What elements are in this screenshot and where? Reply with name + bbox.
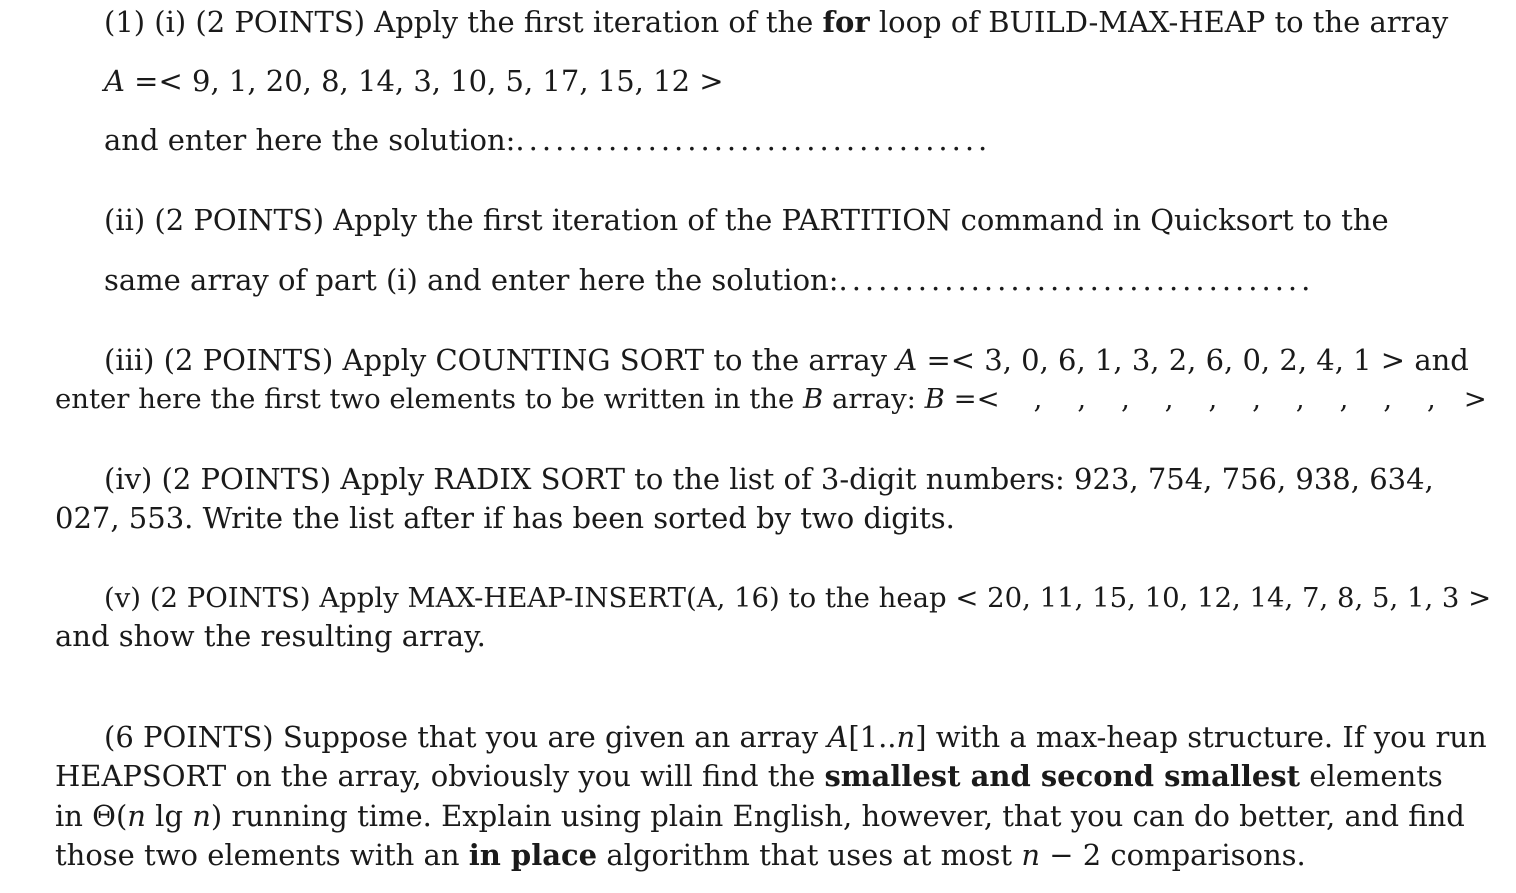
q6-l4-n: n	[1021, 838, 1040, 872]
q3-line2-b: array:	[823, 383, 925, 415]
q3-b-array-blanks[interactable]: , , , , , , , , , ,	[1033, 383, 1436, 415]
q6-var-n: n	[896, 720, 916, 754]
q2-line1	[104, 202, 1389, 238]
q1-answer-line	[104, 122, 991, 158]
q6-l3-a: in Θ(	[55, 799, 128, 833]
q5-line1	[104, 580, 1491, 616]
q6-l1-c: ] with a max-heap structure. If you run	[915, 720, 1487, 754]
q6-l3-b: lg	[145, 799, 193, 833]
q6-l1-b: [1..	[848, 720, 897, 754]
q6-line3	[55, 798, 1465, 834]
q2-answer-blank[interactable]: ....................................	[838, 263, 1315, 297]
q3-b-array-close: >	[1463, 383, 1487, 415]
q6-l4-a: those two elements with an	[55, 838, 469, 872]
q1-array-values: =< 9, 1, 20, 8, 14, 3, 10, 5, 17, 15, 12 >	[124, 64, 724, 98]
q3-line1-a: (iii) (2 POINTS) Apply COUNTING SORT to the array	[104, 343, 897, 377]
q6-l4-c: − 2 comparisons.	[1040, 838, 1306, 872]
q6-l3-n1: n	[127, 799, 146, 833]
q3-line2-c: =<	[944, 383, 1000, 415]
q3-line1-b: =< 3, 0, 6, 1, 3, 2, 6, 0, 2, 4, 1 > and	[917, 343, 1469, 377]
q6-l1-a: (6 POINTS) Suppose that you are given an array	[104, 720, 828, 754]
q3-var-a: A	[896, 343, 918, 377]
q3-var-b: B	[803, 383, 824, 415]
q1-answer-blank[interactable]: ....................................	[515, 123, 992, 157]
q1-answer-prompt: and enter here the solution:	[104, 123, 516, 157]
q6-var-a: A	[827, 720, 849, 754]
q3-line1	[104, 342, 1469, 378]
q4-text-2: 027, 553. Write the list after if has been sorted by two digits.	[55, 501, 955, 535]
q1-array-var: A	[104, 64, 125, 98]
q2-answer-prompt: same array of part (i) and enter here the solution:	[104, 263, 839, 297]
q6-l2-b: elements	[1300, 759, 1443, 793]
q5-line2	[55, 618, 486, 654]
q6-line4	[55, 837, 1306, 873]
q6-l3-n2: n	[192, 799, 211, 833]
q4-text-1: (iv) (2 POINTS) Apply RADIX SORT to the list of 3-digit numbers: 923, 754, 756, 938, 634,	[104, 462, 1434, 496]
q1-intro: (1) (i) (2 POINTS) Apply the first iteration of the	[104, 5, 823, 39]
q3-var-b2: B	[924, 383, 945, 415]
q4-line1	[104, 461, 1434, 497]
q5-text-1: (v) (2 POINTS) Apply MAX-HEAP-INSERT(A, 16) to the heap < 20, 11, 15, 10, 12, 14, 7, 8, 5, 1, 3 >	[104, 582, 1492, 614]
q3-line2-a: enter here the first two elements to be written in the	[55, 383, 804, 415]
q5-text-2: and show the resulting array.	[55, 619, 486, 653]
q1-rest: loop of BUILD-MAX-HEAP to the array	[869, 5, 1449, 39]
q6-l2-bold: smallest and second smallest	[824, 759, 1301, 793]
q6-l2-a: HEAPSORT on the array, obviously you will find the	[55, 759, 825, 793]
q1-line1	[104, 4, 1448, 40]
q1-array	[104, 63, 724, 99]
q2-answer-line	[104, 262, 1314, 298]
q6-l4-b: algorithm that uses at most	[597, 838, 1022, 872]
q2-text: (ii) (2 POINTS) Apply the first iteration of the PARTITION command in Quicksort to the	[104, 203, 1389, 237]
q1-keyword-for: for	[822, 5, 870, 39]
q3-line2	[55, 381, 1487, 417]
q6-l4-bold: in place	[468, 838, 598, 872]
q6-line2	[55, 758, 1443, 794]
q6-line1	[104, 719, 1487, 755]
q4-line2	[55, 500, 955, 536]
q6-l3-c: ) running time. Explain using plain English, however, that you can do better, and find	[210, 799, 1465, 833]
